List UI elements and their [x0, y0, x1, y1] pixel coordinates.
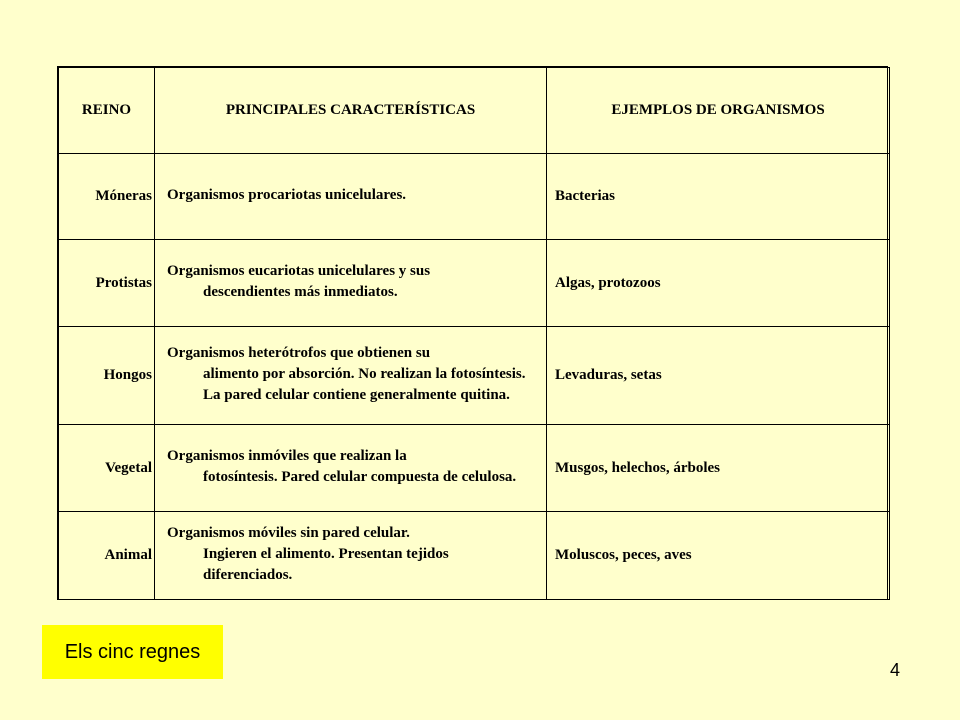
header-kingdom: REINO	[59, 68, 155, 154]
examples-cell: Levaduras, setas	[547, 327, 890, 425]
description-first-line: Organismos inmóviles que realizan la	[167, 448, 407, 464]
table-header-row	[59, 68, 890, 154]
table-row	[59, 154, 890, 240]
examples-cell: Moluscos, peces, aves	[547, 512, 890, 600]
kingdoms-table-frame	[57, 66, 888, 600]
description-continuation: fotosíntesis. Pared celular compuesta de celulosa.	[203, 469, 517, 485]
examples-cell: Bacterias	[547, 154, 890, 240]
kingdom-cell: Vegetal	[59, 425, 155, 512]
kingdom-cell: Hongos	[59, 327, 155, 425]
description-cell	[155, 154, 547, 240]
description-cell	[155, 512, 547, 600]
description-cell	[155, 327, 547, 425]
kingdom-cell: Protistas	[59, 240, 155, 327]
description-first-line: Organismos procariotas unicelulares.	[167, 187, 407, 203]
slide-title-box	[42, 625, 223, 679]
header-examples: EJEMPLOS DE ORGANISMOS	[547, 68, 890, 154]
table-row	[59, 425, 890, 512]
description-first-line: Organismos móviles sin pared celular.	[167, 525, 410, 541]
examples-cell: Algas, protozoos	[547, 240, 890, 327]
description-continuation: Ingieren el alimento. Presentan tejidos diferenciados.	[203, 546, 449, 583]
description-first-line: Organismos eucariotas unicelulares y sus	[167, 263, 431, 279]
kingdom-cell: Móneras	[59, 154, 155, 240]
slide-title: Els cinc regnes	[64, 640, 201, 663]
kingdom-cell: Animal	[59, 512, 155, 600]
description-continuation: descendientes más inmediatos.	[203, 284, 398, 300]
table-row	[59, 512, 890, 600]
description-first-line: Organismos heterótrofos que obtienen su	[167, 345, 431, 361]
description-cell	[155, 240, 547, 327]
description-cell	[155, 425, 547, 512]
page-number: 4	[890, 660, 901, 680]
header-characteristics: PRINCIPALES CARACTERÍSTICAS	[155, 68, 547, 154]
examples-cell: Musgos, helechos, árboles	[547, 425, 890, 512]
table-row	[59, 327, 890, 425]
kingdoms-table	[58, 67, 890, 600]
table-row	[59, 240, 890, 327]
description-continuation: alimento por absorción. No realizan la fotosíntesis. La pared celular contiene generalmente quitina.	[203, 366, 526, 403]
